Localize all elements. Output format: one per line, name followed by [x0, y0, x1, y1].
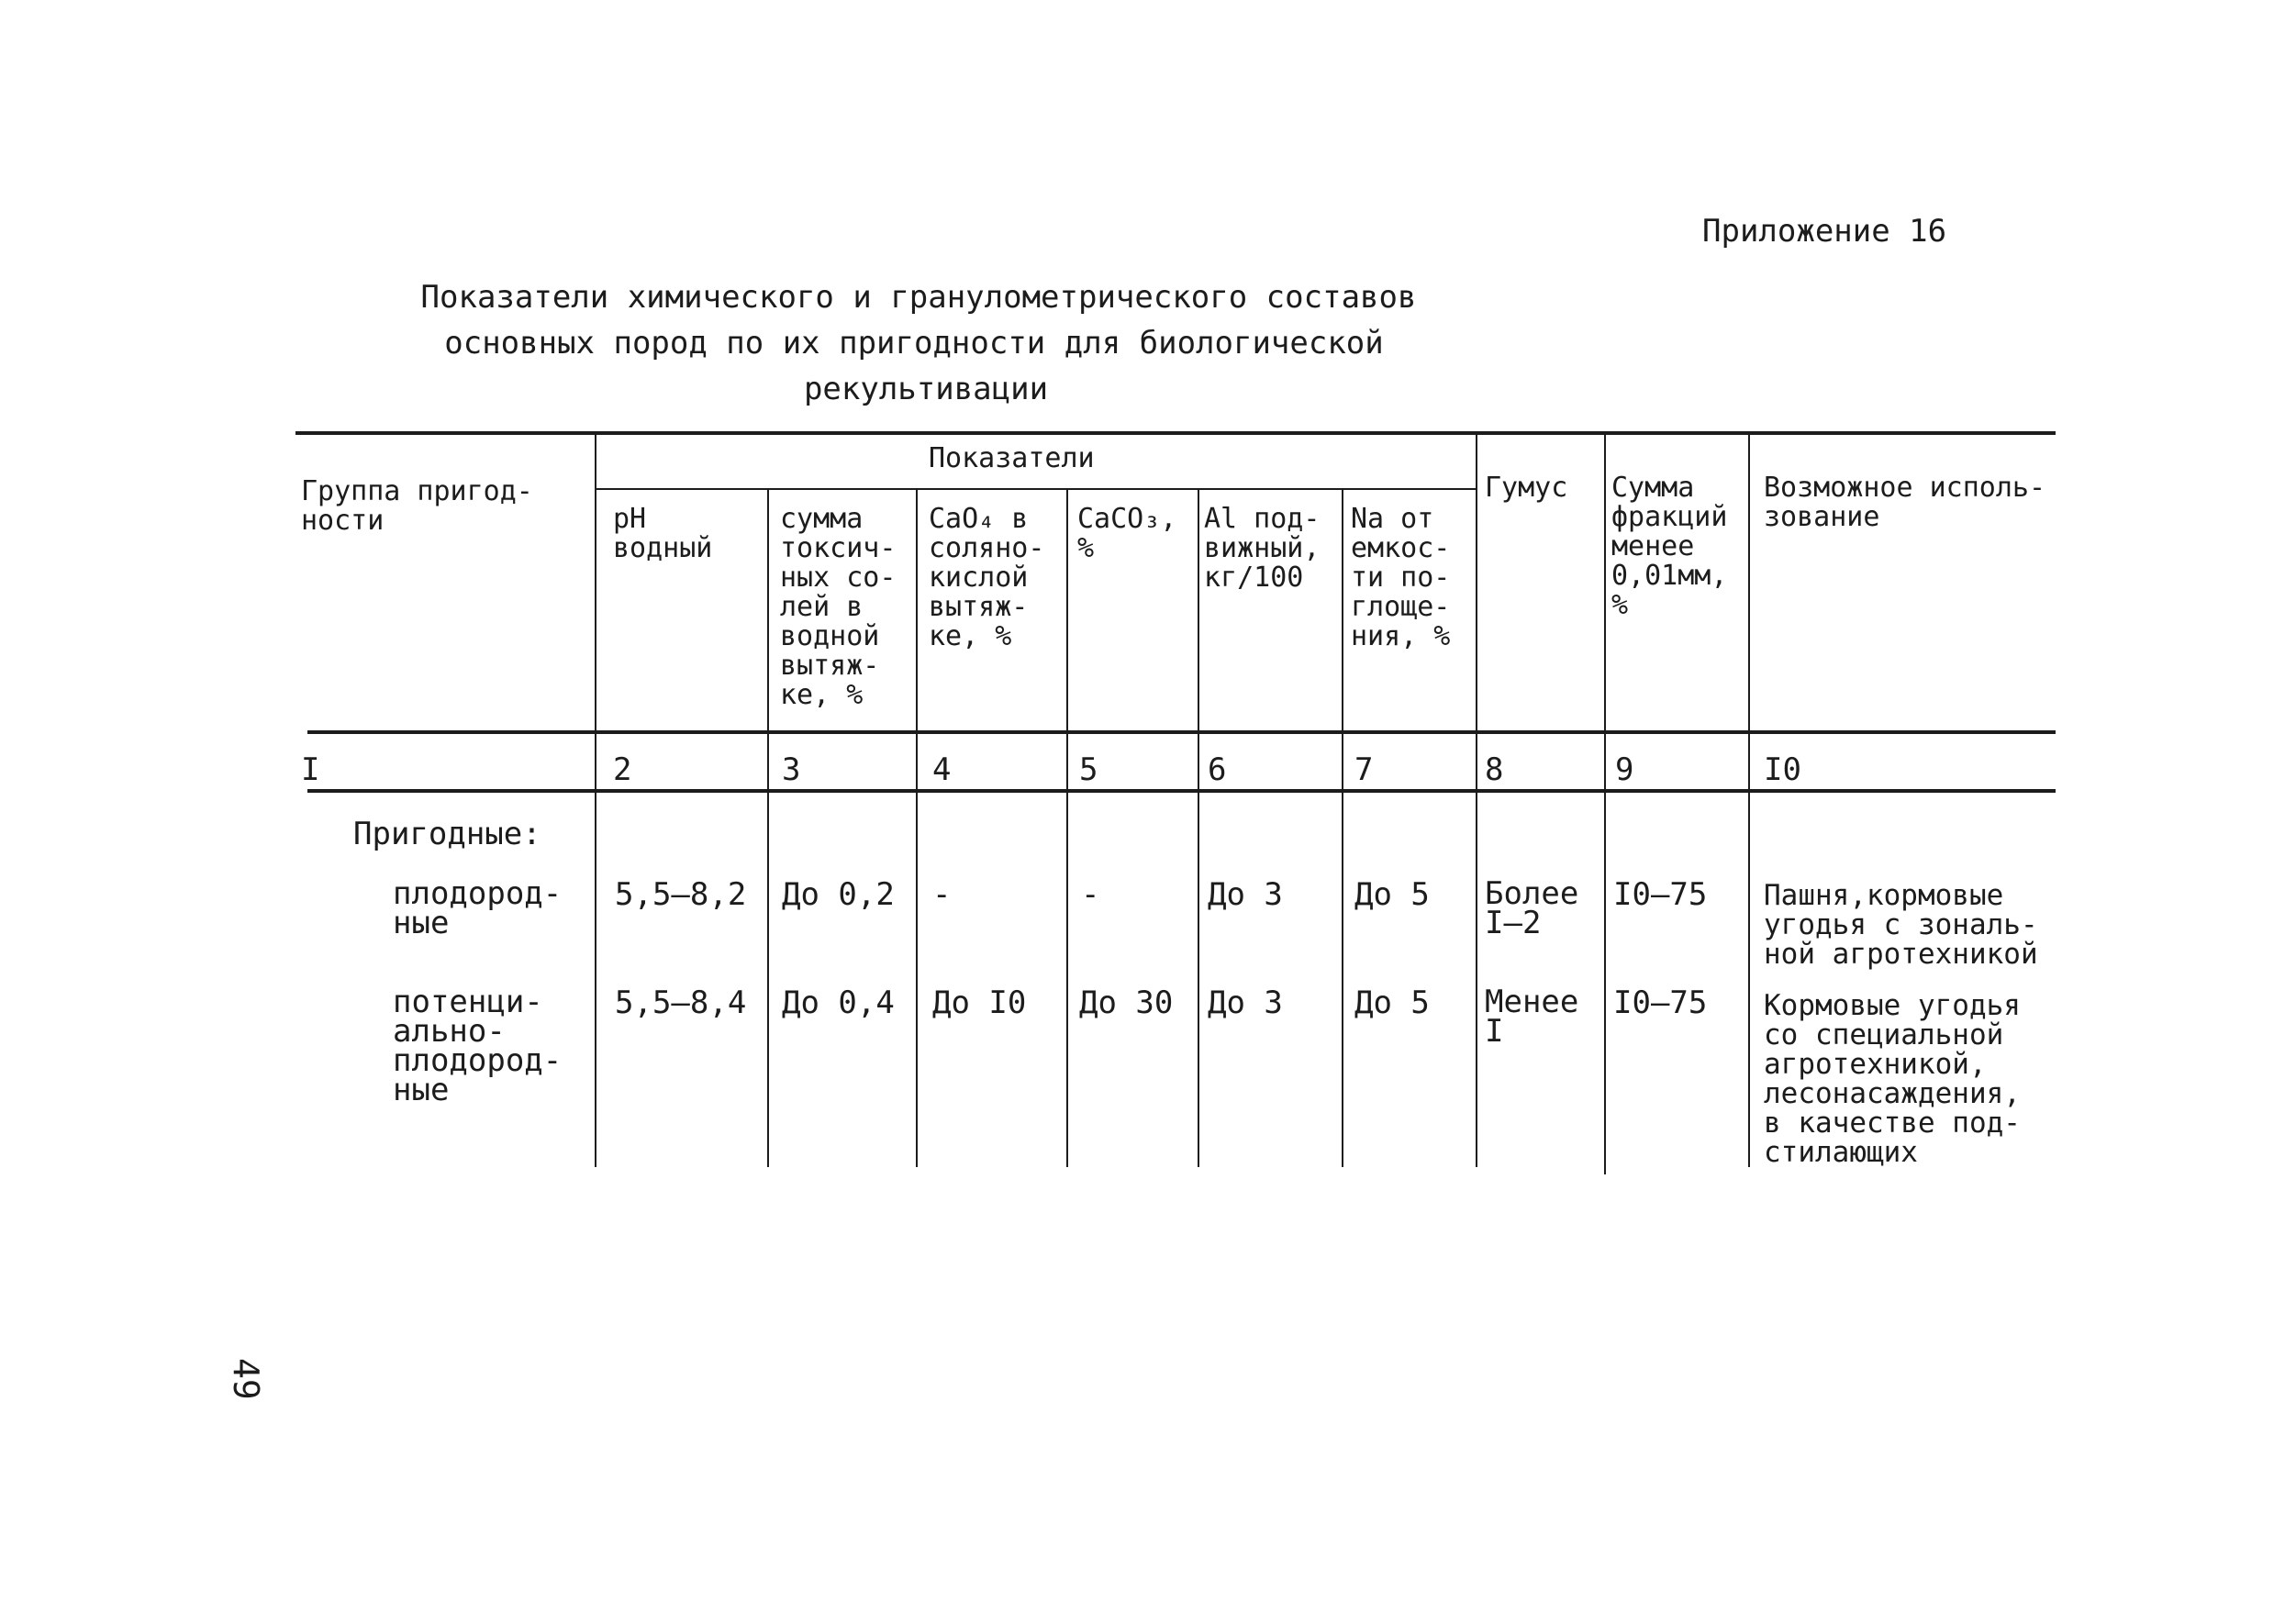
- header-humus: Гумус: [1485, 472, 1568, 504]
- title-line-3: рекультивации: [803, 371, 1049, 407]
- column-divider: [1476, 431, 1477, 1167]
- column-number: 8: [1485, 751, 1504, 788]
- row2-na: До 5: [1354, 984, 1430, 1021]
- column-number: I0: [1764, 751, 1801, 788]
- row1-cao: -: [932, 876, 952, 913]
- row2-usage: Кормовые угодья со специальной агротехникой, лесонасаждения, в качестве под- стилающих: [1764, 989, 2021, 1169]
- header-ph: pH водный: [613, 503, 713, 564]
- indicators-rule: [595, 488, 1476, 490]
- column-divider: [1198, 488, 1199, 1167]
- row1-ph: 5,5–8,2: [615, 876, 747, 913]
- column-divider: [1342, 488, 1343, 1167]
- row1-caco: -: [1081, 876, 1100, 913]
- column-number: I: [301, 751, 320, 788]
- column-number: 5: [1079, 751, 1098, 788]
- column-divider: [1748, 431, 1750, 1167]
- table-top-rule: [295, 431, 2056, 435]
- numbers-bottom-rule: [307, 789, 2056, 793]
- row1-group: плодород- ные: [393, 875, 563, 941]
- column-divider: [767, 488, 769, 1167]
- row2-humus: Менее I: [1485, 984, 1579, 1050]
- row2-salts: До 0,4: [782, 984, 895, 1021]
- row2-al: До 3: [1208, 984, 1283, 1021]
- row1-salts: До 0,2: [782, 876, 895, 913]
- column-divider: [916, 488, 918, 1167]
- header-na: Na от емкос- ти по- глоще- ния, %: [1351, 503, 1451, 652]
- row1-humus: Более I–2: [1485, 875, 1579, 941]
- header-cao: CaO₄ в соляно- кислой вытяж- ке, %: [929, 503, 1045, 652]
- appendix-label: Приложение 16: [1702, 213, 1947, 250]
- header-usage: Возможное исполь- зование: [1764, 472, 2046, 533]
- header-group: Группа пригод- ности: [301, 475, 533, 537]
- column-divider: [1604, 431, 1606, 1174]
- column-divider: [595, 431, 596, 1167]
- header-al: Al под- вижный, кг/100: [1204, 503, 1321, 594]
- header-salts: сумма токсич- ных со- лей в водной вытяж- ке, %: [780, 503, 897, 711]
- row2-cao: До I0: [932, 984, 1027, 1021]
- row1-usage: Пашня,кормовые угодья с зональ- ной агротехникой: [1764, 879, 2038, 971]
- row1-na: До 5: [1354, 876, 1430, 913]
- header-fractions: Сумма фракций менее 0,01мм, %: [1611, 472, 1728, 621]
- row2-fractions: I0–75: [1613, 984, 1708, 1021]
- header-bottom-rule: [307, 730, 2056, 734]
- row2-caco: До 30: [1079, 984, 1174, 1021]
- column-number: 6: [1208, 751, 1227, 788]
- row2-ph: 5,5–8,4: [615, 984, 747, 1021]
- row1-al: До 3: [1208, 876, 1283, 913]
- column-number: 2: [613, 751, 632, 788]
- column-number: 7: [1354, 751, 1374, 788]
- title-line-1: Показатели химического и гранулометрического составов: [420, 279, 1417, 316]
- header-caco: CaCO₃, %: [1077, 503, 1177, 564]
- column-divider: [1066, 488, 1068, 1167]
- page-number: 49: [226, 1358, 266, 1400]
- column-number: 4: [932, 751, 952, 788]
- title-line-2: основных пород по их пригодности для биологической: [444, 325, 1384, 362]
- row2-group: потенци- ально- плодород- ные: [393, 984, 563, 1108]
- section-label: Пригодные:: [353, 816, 541, 852]
- column-number: 3: [782, 751, 801, 788]
- column-number: 9: [1615, 751, 1634, 788]
- row1-fractions: I0–75: [1613, 876, 1708, 913]
- header-indicators: Показатели: [929, 442, 1095, 474]
